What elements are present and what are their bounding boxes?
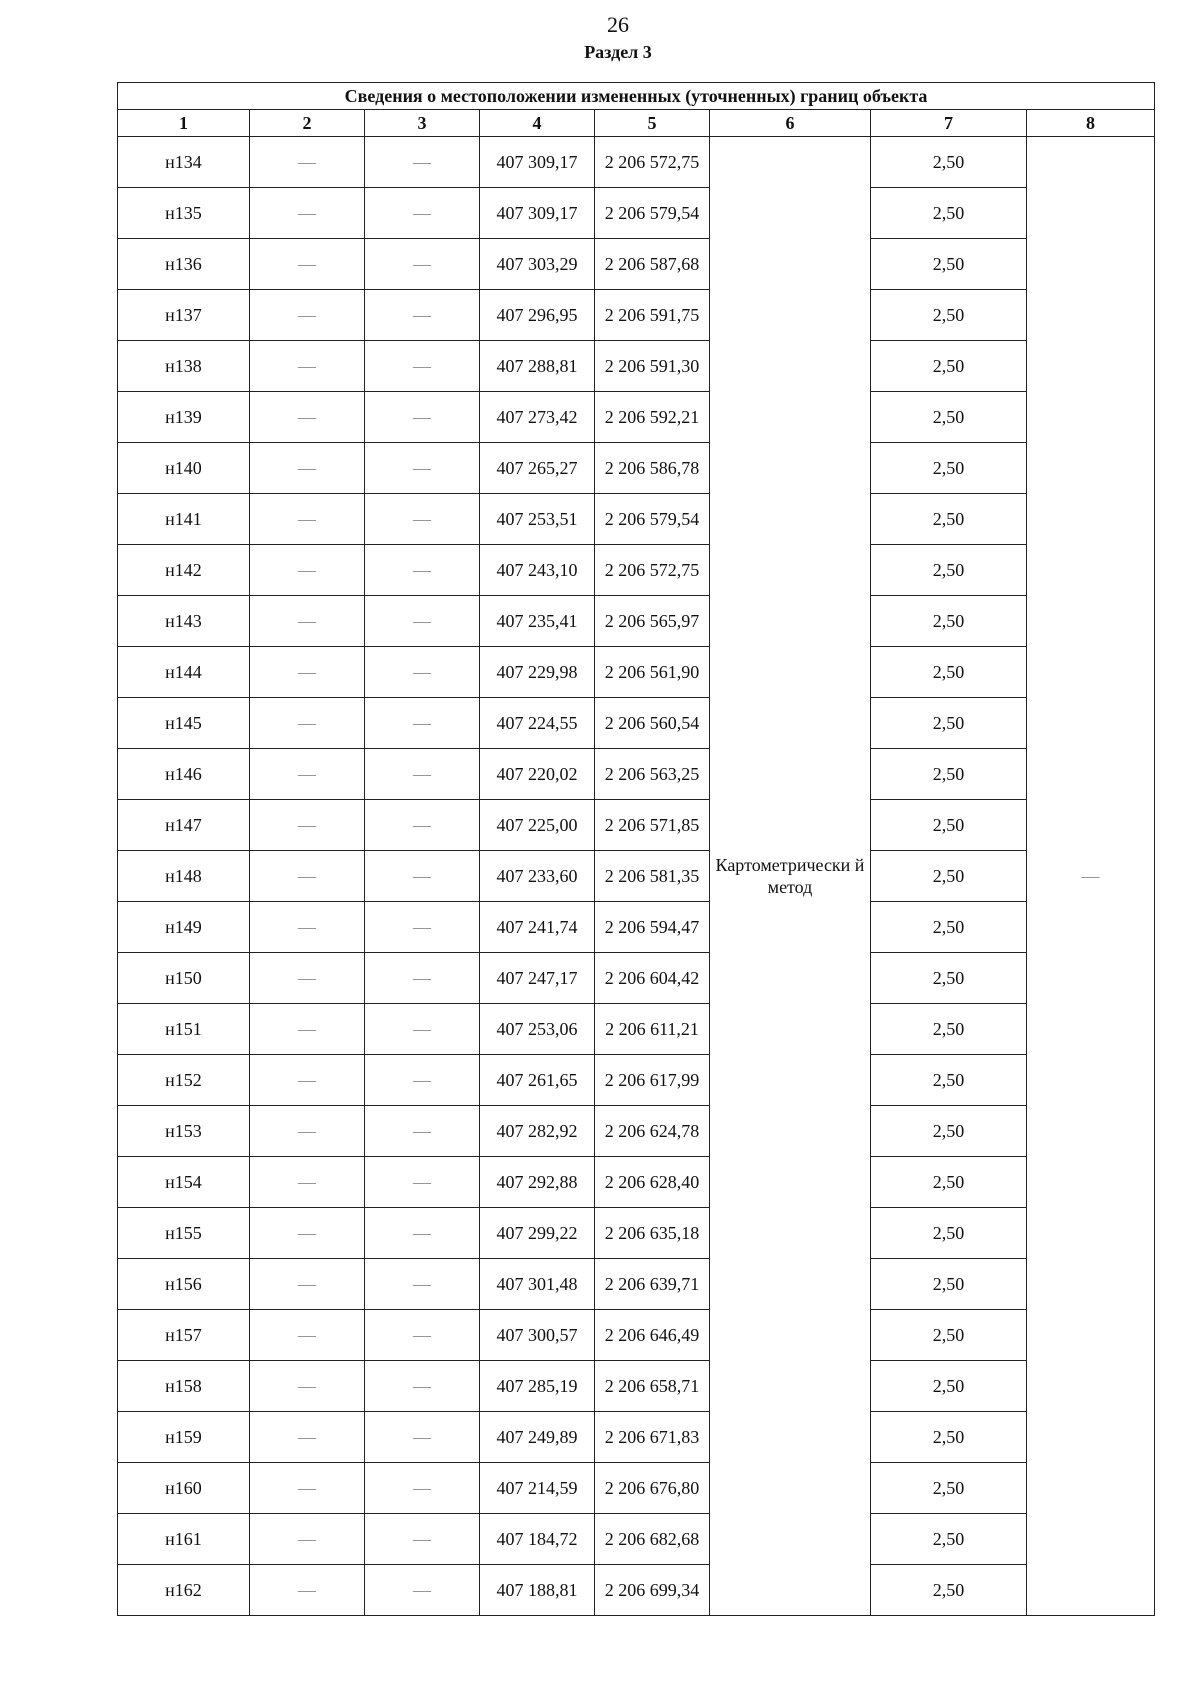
accuracy-cell: 2,50: [871, 902, 1027, 953]
col2-cell: —: [250, 1310, 365, 1361]
x-coordinate-cell: 407 265,27: [480, 443, 595, 494]
point-name-cell: н158: [118, 1361, 250, 1412]
y-coordinate-cell: 2 206 579,54: [595, 188, 710, 239]
accuracy-cell: 2,50: [871, 1514, 1027, 1565]
point-name-cell: н162: [118, 1565, 250, 1616]
y-coordinate-cell: 2 206 571,85: [595, 800, 710, 851]
col3-cell: —: [365, 749, 480, 800]
y-coordinate-cell: 2 206 646,49: [595, 1310, 710, 1361]
col2-cell: —: [250, 443, 365, 494]
table-row: [118, 851, 1155, 902]
point-name-cell: н136: [118, 239, 250, 290]
table-row: [118, 800, 1155, 851]
accuracy-cell: 2,50: [871, 137, 1027, 188]
col2-cell: —: [250, 1565, 365, 1616]
col3-cell: —: [365, 851, 480, 902]
point-name-cell: н141: [118, 494, 250, 545]
col3-cell: —: [365, 800, 480, 851]
x-coordinate-cell: 407 261,65: [480, 1055, 595, 1106]
col2-cell: —: [250, 545, 365, 596]
accuracy-cell: 2,50: [871, 1259, 1027, 1310]
y-coordinate-cell: 2 206 624,78: [595, 1106, 710, 1157]
col3-cell: —: [365, 1412, 480, 1463]
table-body: [118, 137, 1155, 1616]
table-row: [118, 1259, 1155, 1310]
x-coordinate-cell: 407 184,72: [480, 1514, 595, 1565]
y-coordinate-cell: 2 206 579,54: [595, 494, 710, 545]
accuracy-cell: 2,50: [871, 1157, 1027, 1208]
accuracy-cell: 2,50: [871, 1412, 1027, 1463]
x-coordinate-cell: 407 229,98: [480, 647, 595, 698]
x-coordinate-cell: 407 253,06: [480, 1004, 595, 1055]
accuracy-cell: 2,50: [871, 851, 1027, 902]
col2-cell: —: [250, 1157, 365, 1208]
col2-cell: —: [250, 1208, 365, 1259]
col3-cell: —: [365, 239, 480, 290]
y-coordinate-cell: 2 206 592,21: [595, 392, 710, 443]
table-row: [118, 137, 1155, 188]
table-row: [118, 902, 1155, 953]
accuracy-cell: 2,50: [871, 1004, 1027, 1055]
x-coordinate-cell: 407 253,51: [480, 494, 595, 545]
point-name-cell: н138: [118, 341, 250, 392]
x-coordinate-cell: 407 233,60: [480, 851, 595, 902]
accuracy-cell: 2,50: [871, 596, 1027, 647]
table-row: [118, 1463, 1155, 1514]
method-cell: Картометрически й метод: [710, 137, 871, 1616]
x-coordinate-cell: 407 292,88: [480, 1157, 595, 1208]
col2-cell: —: [250, 1514, 365, 1565]
accuracy-cell: 2,50: [871, 443, 1027, 494]
point-name-cell: н159: [118, 1412, 250, 1463]
col3-cell: —: [365, 188, 480, 239]
col3-cell: —: [365, 647, 480, 698]
column-number-6: 6: [710, 110, 871, 137]
table-row: [118, 290, 1155, 341]
col3-cell: —: [365, 1565, 480, 1616]
col3-cell: —: [365, 392, 480, 443]
col2-cell: —: [250, 1463, 365, 1514]
col3-cell: —: [365, 1004, 480, 1055]
col2-cell: —: [250, 851, 365, 902]
x-coordinate-cell: 407 235,41: [480, 596, 595, 647]
col3-cell: —: [365, 137, 480, 188]
col3-cell: —: [365, 545, 480, 596]
col3-cell: —: [365, 1106, 480, 1157]
col2-cell: —: [250, 1055, 365, 1106]
table-row: [118, 341, 1155, 392]
x-coordinate-cell: 407 241,74: [480, 902, 595, 953]
col2-cell: —: [250, 239, 365, 290]
table-row: [118, 392, 1155, 443]
y-coordinate-cell: 2 206 591,30: [595, 341, 710, 392]
table-row: [118, 188, 1155, 239]
table-row: [118, 443, 1155, 494]
x-coordinate-cell: 407 309,17: [480, 137, 595, 188]
point-name-cell: н148: [118, 851, 250, 902]
col2-cell: —: [250, 341, 365, 392]
y-coordinate-cell: 2 206 561,90: [595, 647, 710, 698]
col2-cell: —: [250, 698, 365, 749]
table-row: [118, 1412, 1155, 1463]
table-row: [118, 1157, 1155, 1208]
table-row: [118, 1565, 1155, 1616]
col3-cell: —: [365, 1361, 480, 1412]
accuracy-cell: 2,50: [871, 1463, 1027, 1514]
x-coordinate-cell: 407 225,00: [480, 800, 595, 851]
col3-cell: —: [365, 1055, 480, 1106]
x-coordinate-cell: 407 301,48: [480, 1259, 595, 1310]
col3-cell: —: [365, 1208, 480, 1259]
x-coordinate-cell: 407 224,55: [480, 698, 595, 749]
col3-cell: —: [365, 1514, 480, 1565]
col3-cell: —: [365, 443, 480, 494]
column-number-1: 1: [118, 110, 250, 137]
y-coordinate-cell: 2 206 565,97: [595, 596, 710, 647]
x-coordinate-cell: 407 243,10: [480, 545, 595, 596]
accuracy-cell: 2,50: [871, 953, 1027, 1004]
x-coordinate-cell: 407 273,42: [480, 392, 595, 443]
point-name-cell: н139: [118, 392, 250, 443]
y-coordinate-cell: 2 206 676,80: [595, 1463, 710, 1514]
y-coordinate-cell: 2 206 628,40: [595, 1157, 710, 1208]
point-name-cell: н137: [118, 290, 250, 341]
col2-cell: —: [250, 749, 365, 800]
table-row: [118, 1106, 1155, 1157]
point-name-cell: н152: [118, 1055, 250, 1106]
x-coordinate-cell: 407 309,17: [480, 188, 595, 239]
column-number-row: [118, 110, 1155, 137]
y-coordinate-cell: 2 206 560,54: [595, 698, 710, 749]
point-name-cell: н160: [118, 1463, 250, 1514]
x-coordinate-cell: 407 214,59: [480, 1463, 595, 1514]
point-name-cell: н149: [118, 902, 250, 953]
col2-cell: —: [250, 494, 365, 545]
col2-cell: —: [250, 902, 365, 953]
col3-cell: —: [365, 290, 480, 341]
col3-cell: —: [365, 902, 480, 953]
y-coordinate-cell: 2 206 586,78: [595, 443, 710, 494]
col3-cell: —: [365, 341, 480, 392]
y-coordinate-cell: 2 206 572,75: [595, 137, 710, 188]
accuracy-cell: 2,50: [871, 1565, 1027, 1616]
col3-cell: —: [365, 1310, 480, 1361]
col2-cell: —: [250, 647, 365, 698]
accuracy-cell: 2,50: [871, 290, 1027, 341]
table-row: [118, 239, 1155, 290]
table-row: [118, 1004, 1155, 1055]
accuracy-cell: 2,50: [871, 188, 1027, 239]
point-name-cell: н150: [118, 953, 250, 1004]
y-coordinate-cell: 2 206 699,34: [595, 1565, 710, 1616]
col3-cell: —: [365, 1463, 480, 1514]
y-coordinate-cell: 2 206 611,21: [595, 1004, 710, 1055]
table-row: [118, 1055, 1155, 1106]
section-title: Раздел 3: [584, 42, 652, 62]
column-number-8: 8: [1027, 110, 1155, 137]
column-number-7: 7: [871, 110, 1027, 137]
col2-cell: —: [250, 1259, 365, 1310]
point-name-cell: н156: [118, 1259, 250, 1310]
accuracy-cell: 2,50: [871, 749, 1027, 800]
y-coordinate-cell: 2 206 639,71: [595, 1259, 710, 1310]
column-number-5: 5: [595, 110, 710, 137]
y-coordinate-cell: 2 206 581,35: [595, 851, 710, 902]
point-name-cell: н151: [118, 1004, 250, 1055]
col2-cell: —: [250, 392, 365, 443]
table-row: [118, 1208, 1155, 1259]
point-name-cell: н143: [118, 596, 250, 647]
y-coordinate-cell: 2 206 617,99: [595, 1055, 710, 1106]
col2-cell: —: [250, 1106, 365, 1157]
y-coordinate-cell: 2 206 563,25: [595, 749, 710, 800]
col2-cell: —: [250, 800, 365, 851]
accuracy-cell: 2,50: [871, 1310, 1027, 1361]
accuracy-cell: 2,50: [871, 392, 1027, 443]
accuracy-cell: 2,50: [871, 545, 1027, 596]
table-row: [118, 698, 1155, 749]
y-coordinate-cell: 2 206 682,68: [595, 1514, 710, 1565]
column-number-4: 4: [480, 110, 595, 137]
accuracy-cell: 2,50: [871, 1106, 1027, 1157]
col2-cell: —: [250, 188, 365, 239]
col2-cell: —: [250, 290, 365, 341]
col2-cell: —: [250, 596, 365, 647]
table-row: [118, 749, 1155, 800]
x-coordinate-cell: 407 296,95: [480, 290, 595, 341]
x-coordinate-cell: 407 299,22: [480, 1208, 595, 1259]
table-row: [118, 596, 1155, 647]
x-coordinate-cell: 407 303,29: [480, 239, 595, 290]
table-row: [118, 647, 1155, 698]
point-name-cell: н142: [118, 545, 250, 596]
col2-cell: —: [250, 953, 365, 1004]
accuracy-cell: 2,50: [871, 494, 1027, 545]
col3-cell: —: [365, 494, 480, 545]
y-coordinate-cell: 2 206 658,71: [595, 1361, 710, 1412]
point-name-cell: н145: [118, 698, 250, 749]
boundary-coordinates-table: [117, 82, 1155, 1616]
table-row: [118, 1514, 1155, 1565]
point-name-cell: н161: [118, 1514, 250, 1565]
col3-cell: —: [365, 596, 480, 647]
accuracy-cell: 2,50: [871, 341, 1027, 392]
point-name-cell: н154: [118, 1157, 250, 1208]
col8-cell: —: [1027, 137, 1155, 1616]
table-row: [118, 953, 1155, 1004]
page-number: 26: [607, 12, 629, 37]
col3-cell: —: [365, 1157, 480, 1208]
point-name-cell: н144: [118, 647, 250, 698]
point-name-cell: н140: [118, 443, 250, 494]
x-coordinate-cell: 407 300,57: [480, 1310, 595, 1361]
table-row: [118, 494, 1155, 545]
point-name-cell: н155: [118, 1208, 250, 1259]
col2-cell: —: [250, 137, 365, 188]
accuracy-cell: 2,50: [871, 800, 1027, 851]
col2-cell: —: [250, 1361, 365, 1412]
table-row: [118, 1310, 1155, 1361]
col2-cell: —: [250, 1004, 365, 1055]
column-number-3: 3: [365, 110, 480, 137]
y-coordinate-cell: 2 206 635,18: [595, 1208, 710, 1259]
col3-cell: —: [365, 1259, 480, 1310]
col3-cell: —: [365, 698, 480, 749]
x-coordinate-cell: 407 220,02: [480, 749, 595, 800]
point-name-cell: н153: [118, 1106, 250, 1157]
x-coordinate-cell: 407 249,89: [480, 1412, 595, 1463]
table-caption: Сведения о местоположении измененных (уточненных) границ объекта: [118, 83, 1155, 110]
x-coordinate-cell: 407 288,81: [480, 341, 595, 392]
table-row: [118, 1361, 1155, 1412]
accuracy-cell: 2,50: [871, 647, 1027, 698]
accuracy-cell: 2,50: [871, 698, 1027, 749]
point-name-cell: н147: [118, 800, 250, 851]
y-coordinate-cell: 2 206 671,83: [595, 1412, 710, 1463]
y-coordinate-cell: 2 206 587,68: [595, 239, 710, 290]
y-coordinate-cell: 2 206 572,75: [595, 545, 710, 596]
x-coordinate-cell: 407 247,17: [480, 953, 595, 1004]
x-coordinate-cell: 407 188,81: [480, 1565, 595, 1616]
x-coordinate-cell: 407 282,92: [480, 1106, 595, 1157]
point-name-cell: н135: [118, 188, 250, 239]
accuracy-cell: 2,50: [871, 1055, 1027, 1106]
col2-cell: —: [250, 1412, 365, 1463]
y-coordinate-cell: 2 206 594,47: [595, 902, 710, 953]
column-number-2: 2: [250, 110, 365, 137]
accuracy-cell: 2,50: [871, 1361, 1027, 1412]
y-coordinate-cell: 2 206 591,75: [595, 290, 710, 341]
accuracy-cell: 2,50: [871, 1208, 1027, 1259]
point-name-cell: н146: [118, 749, 250, 800]
point-name-cell: н134: [118, 137, 250, 188]
x-coordinate-cell: 407 285,19: [480, 1361, 595, 1412]
col3-cell: —: [365, 953, 480, 1004]
y-coordinate-cell: 2 206 604,42: [595, 953, 710, 1004]
accuracy-cell: 2,50: [871, 239, 1027, 290]
point-name-cell: н157: [118, 1310, 250, 1361]
table-row: [118, 545, 1155, 596]
